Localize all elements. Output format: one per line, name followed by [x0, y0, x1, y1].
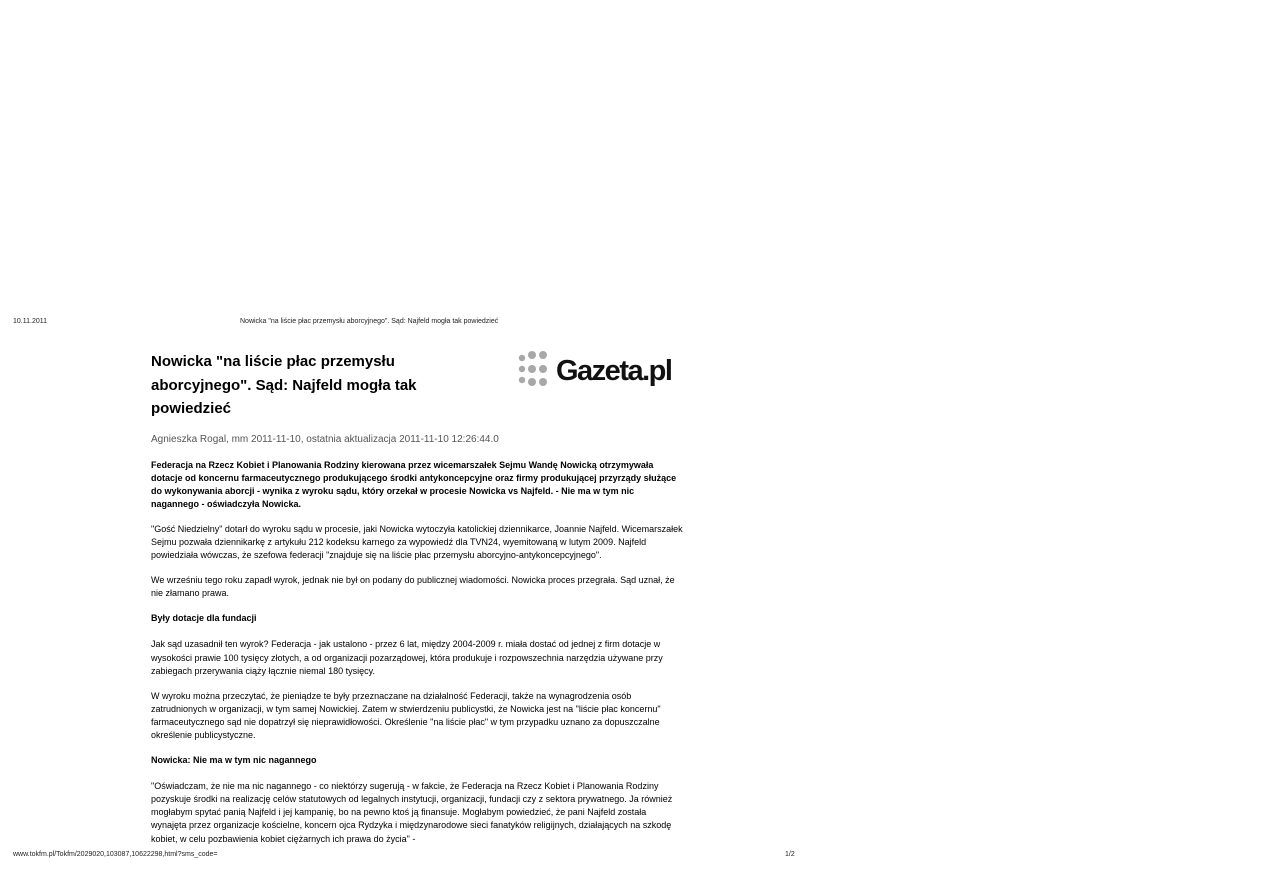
article-paragraph: Jak sąd uzasadnił ten wyrok? Federacja - jak ustalono - przez 6 lat, między 2004-2009 r. miała dostać od jednej z firm dotacje w wysokości prawie 100 tysięcy złotych, a od organizacji pozarządowej, która produkuje i rozpowszechnia narzędzia używane przy zabiegach przerywania ciąży łącznie niemal 180 tysięcy. [151, 639, 663, 676]
article-headline: Nowicka "na liście płac przemysłu aborcyjnego". Sąd: Najfeld mogła tak powiedzieć [151, 353, 417, 417]
article-paragraph: We wrześniu tego roku zapadł wyrok, jednak nie był on podany do publicznej wiadomości. Nowicka proces przegrała. Sąd uznał, że nie złamano prawa. [151, 575, 675, 599]
print-header-title: Nowicka "na liście płac przemysłu aborcyjnego". Sąd: Najfeld mogła tak powiedzieć [240, 318, 499, 325]
article-paragraph: W wyroku można przeczytać, że pieniądze te były przeznaczane na działalność Federacji, także na wynagrodzenia osób zatrudnionych w organizacji, w tym samej Nowickiej. Zatem w stwierdzeniu publicystki, że Nowicka jest na "liście płac koncernu" farmaceutycznego sąd nie dopatrzył się nieprawidłowości. Określenie "na liście płac" w tym przypadku uznano za dopuszczalne określenie publicystyczne. [151, 690, 661, 740]
article-paragraph: "Gość Niedzielny" dotarł do wyroku sądu w procesie, jaki Nowicka wytoczyła katolickiej dziennikarce, Joannie Najfeld. Wicemarszałek Sejmu pozwała dziennikarkę z artykułu 212 kodeksu karnego za wypowiedź dla TVN24, wyemitowaną w lutym 2009. Najfeld powiedziała wówczas, że szefowa federacji "znajduje się na liście płac przemysłu aborcyjno-antykoncepcyjnego". [151, 523, 683, 561]
article-subheading: Nowicka: Nie ma w tym nic nagannego [151, 755, 317, 766]
article-subheading: Były dotacje dla fundacji [151, 613, 257, 624]
logo-wordmark: Gazeta.pl [556, 355, 672, 387]
print-footer-url: www.tokfm.pl/Tokfm/2029020,103087,10622298,html?sms_code= [13, 851, 218, 858]
article [151, 350, 684, 846]
logo-dots-icon [519, 351, 547, 386]
print-footer-page-number: 1/2 [785, 851, 795, 858]
print-header-date: 10.11.2011 [13, 318, 47, 325]
article-paragraph: "Oświadczam, że nie ma nic nagannego - co niektórzy sugerują - w fakcie, że Federacja na Rzecz Kobiet i Planowania Rodziny pozyskuje środki na realizację celów statutowych od legalnych instytucji, organizacji, fundacji czy z sektora prywatnego. Ja również mogłabym spytać panią Najfeld i jej kampanię, bo na pewno ktoś ją finansuje. Mogłabym powiedzieć, że pani Najfeld została wynajęta przez organizacje kościelne, koncern ojca Rydzyka i międzynarodowe sieci fanatyków religijnych, działających na szkodę kobiet, w celu pozbawienia kobiet ciężarnych ich prawa do życia" - [151, 781, 673, 844]
gazeta-logo[interactable] [517, 350, 684, 390]
article-byline: Agnieszka Rogal, mm 2011-11-10, ostatnia aktualizacja 2011-11-10 12:26:44.0 [151, 433, 499, 445]
article-lead: Federacja na Rzecz Kobiet i Planowania Rodziny kierowana przez wicemarszałek Sejmu Wandę Nowicką otrzymywała dotacje od koncernu farmaceutycznego produkującego środki antykoncepcyjne oraz firmy produkującej przyrządy służące do wykonywania aborcji - wynika z wyroku sądu, który orzekał w procesie Nowicka vs Najfeld. - Nie ma w tym nic nagannego - oświadczyła Nowicka. [151, 459, 677, 509]
